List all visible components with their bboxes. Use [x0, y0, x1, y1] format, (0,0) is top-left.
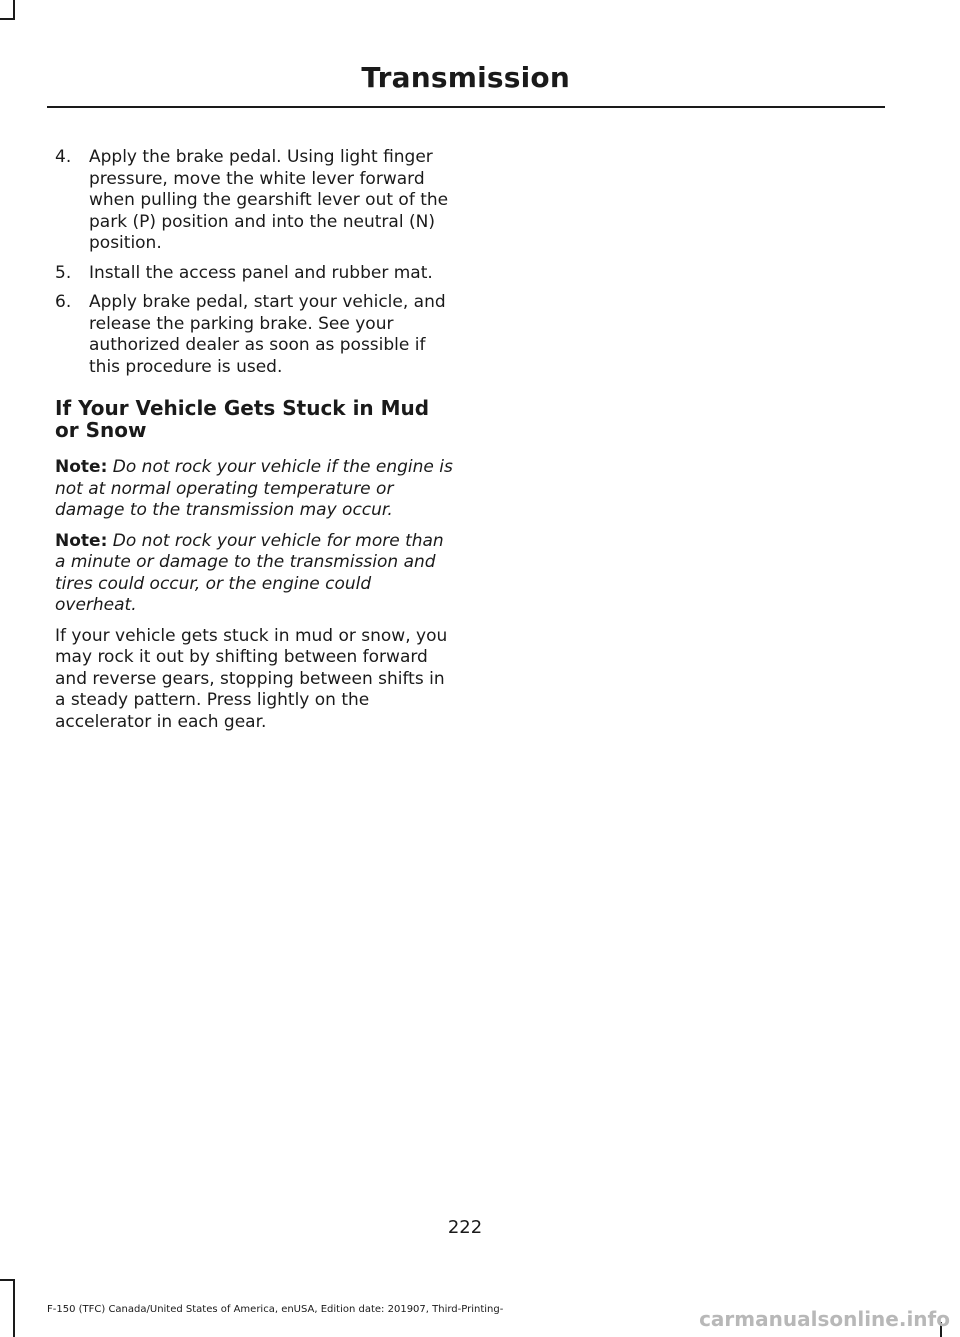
step-number: 4. — [55, 147, 72, 167]
step-text: Install the access panel and rubber mat. — [89, 262, 433, 283]
header-divider — [47, 106, 885, 108]
step-text: Apply the brake pedal. Using light finger pressure, move the white lever forward when pulling the gearshift lever out of the park (P) position and into the neutral (N) position. — [89, 147, 449, 253]
section-heading: If Your Vehicle Gets Stuck in Mud or Snow — [55, 396, 430, 442]
crop-mark-bottom-left-vertical — [13, 1279, 15, 1337]
step-text: Apply brake pedal, start your vehicle, and release the parking brake. See your authorized dealer as soon as possible if this procedure is used. — [89, 292, 446, 377]
footer-edition-text: F-150 (TFC) Canada/United States of America, enUSA, Edition date: 201907, Third-Printing- — [47, 1304, 504, 1315]
step-number: 6. — [55, 292, 72, 312]
crop-mark-top-left-horizontal — [0, 18, 15, 20]
page-title: Transmission — [361, 61, 570, 94]
step-number: 5. — [55, 262, 72, 283]
watermark: carmanualsonline.info — [699, 1307, 950, 1331]
note-paragraph — [55, 531, 455, 617]
step-item — [55, 292, 455, 378]
body-paragraph: If your vehicle gets stuck in mud or snow, you may rock it out by shifting between forward and reverse gears, stopping between shifts in a steady pattern. Press lightly on the accelerator in each gear. — [55, 625, 448, 732]
step-item — [55, 263, 455, 285]
crop-mark-top-left-vertical — [13, 0, 15, 18]
note-label: Note: — [55, 457, 108, 477]
note-text: Do not rock your vehicle for more than a minute or damage to the transmission and tires could occur, or the engine could overheat. — [55, 530, 444, 615]
step-item — [55, 147, 455, 255]
content-column — [55, 147, 455, 742]
page-number: 222 — [447, 1217, 483, 1238]
note-label: Note: — [55, 530, 108, 551]
note-paragraph — [55, 457, 455, 522]
note-text: Do not rock your vehicle if the engine is not at normal operating temperature or damage to the transmission may occur. — [55, 457, 453, 520]
